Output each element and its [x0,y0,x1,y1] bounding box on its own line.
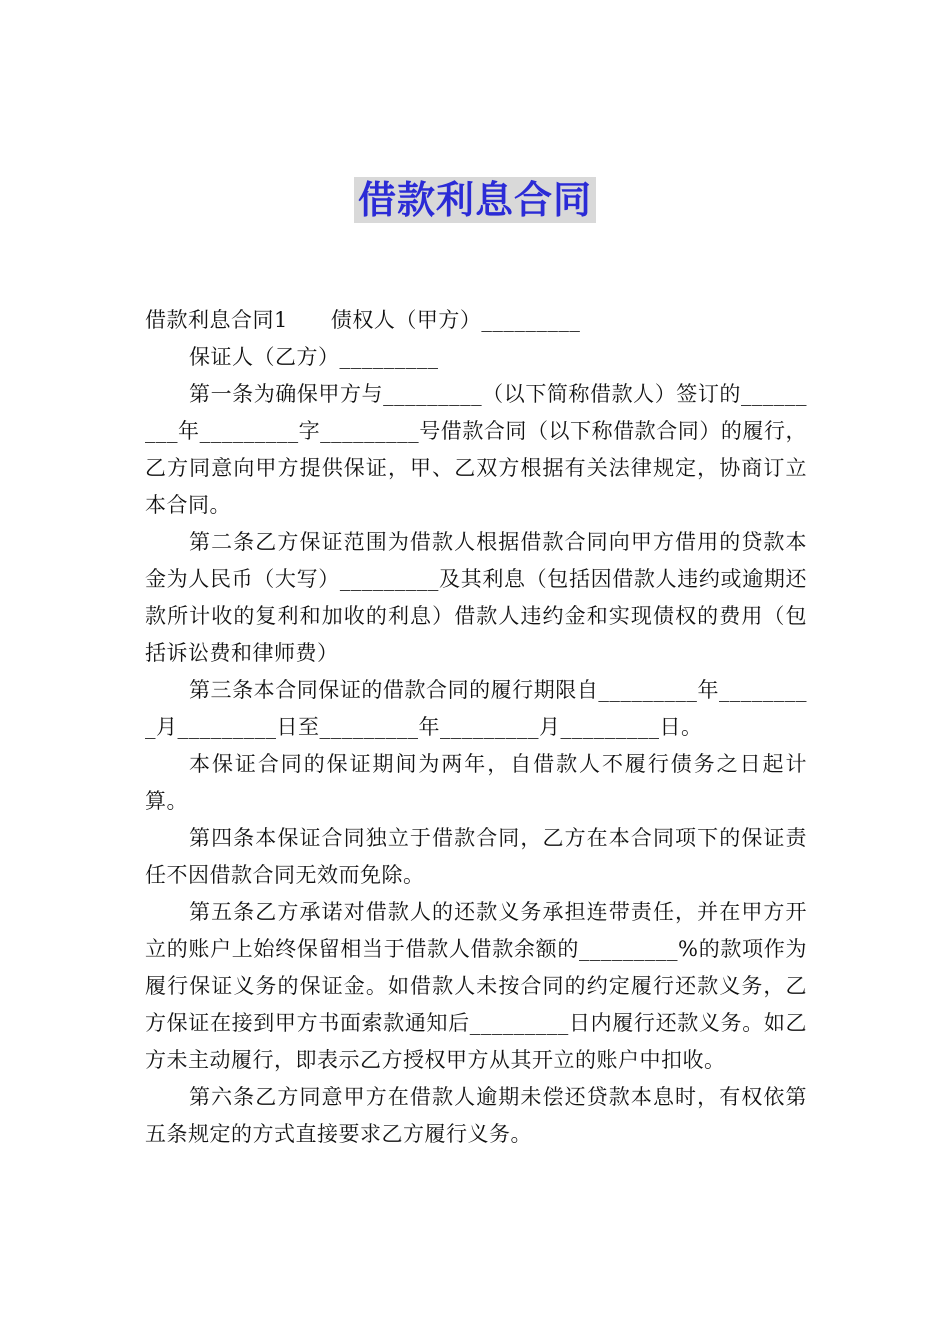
paragraph-guarantor: 保证人（乙方）_________ [189,345,439,369]
paragraph-article-2: 第二条乙方保证范围为借款人根据借款合同向甲方借用的贷款本金为人民币（大写）_________及其利息（包括因借款人违约或逾期还款所计收的复利和加收的利息）借款人违约金和实现债权的费用（包括诉讼费和律师费） [145,530,807,665]
paragraph-article-6: 第六条乙方同意甲方在借款人逾期未偿还贷款本息时，有权依第五条规定的方式直接要求乙方履行义务。 [145,1085,807,1146]
document-title: 借款利息合同 [354,177,596,223]
paragraph-article-3: 第三条本合同保证的借款合同的履行期限自_________年_________月_________日至_________年_________月_________日。 [145,678,807,739]
paragraph-article-4: 第四条本保证合同独立于借款合同，乙方在本合同项下的保证责任不因借款合同无效而免除。 [145,826,807,887]
title-container [0,177,950,223]
paragraph-guarantee-period: 本保证合同的保证期间为两年，自借款人不履行债务之日起计算。 [145,752,807,813]
paragraph-header: 借款利息合同1 债权人（甲方）_________ [145,308,581,332]
paragraph-article-1: 第一条为确保甲方与_________（以下简称借款人）签订的_________年_________字_________号借款合同（以下称借款合同）的履行，乙方同意向甲方提供保证，甲、乙双方根据有关法律规定，协商订立本合同。 [145,382,807,517]
paragraph-article-5: 第五条乙方承诺对借款人的还款义务承担连带责任，并在甲方开立的账户上始终保留相当于借款人借款余额的_________%的款项作为履行保证义务的保证金。如借款人未按合同的约定履行还款义务，乙方保证在接到甲方书面索款通知后_________日内履行还款义务。如乙方未主动履行，即表示乙方授权甲方从其开立的账户中扣收。 [145,900,807,1072]
document-body [145,302,807,1153]
